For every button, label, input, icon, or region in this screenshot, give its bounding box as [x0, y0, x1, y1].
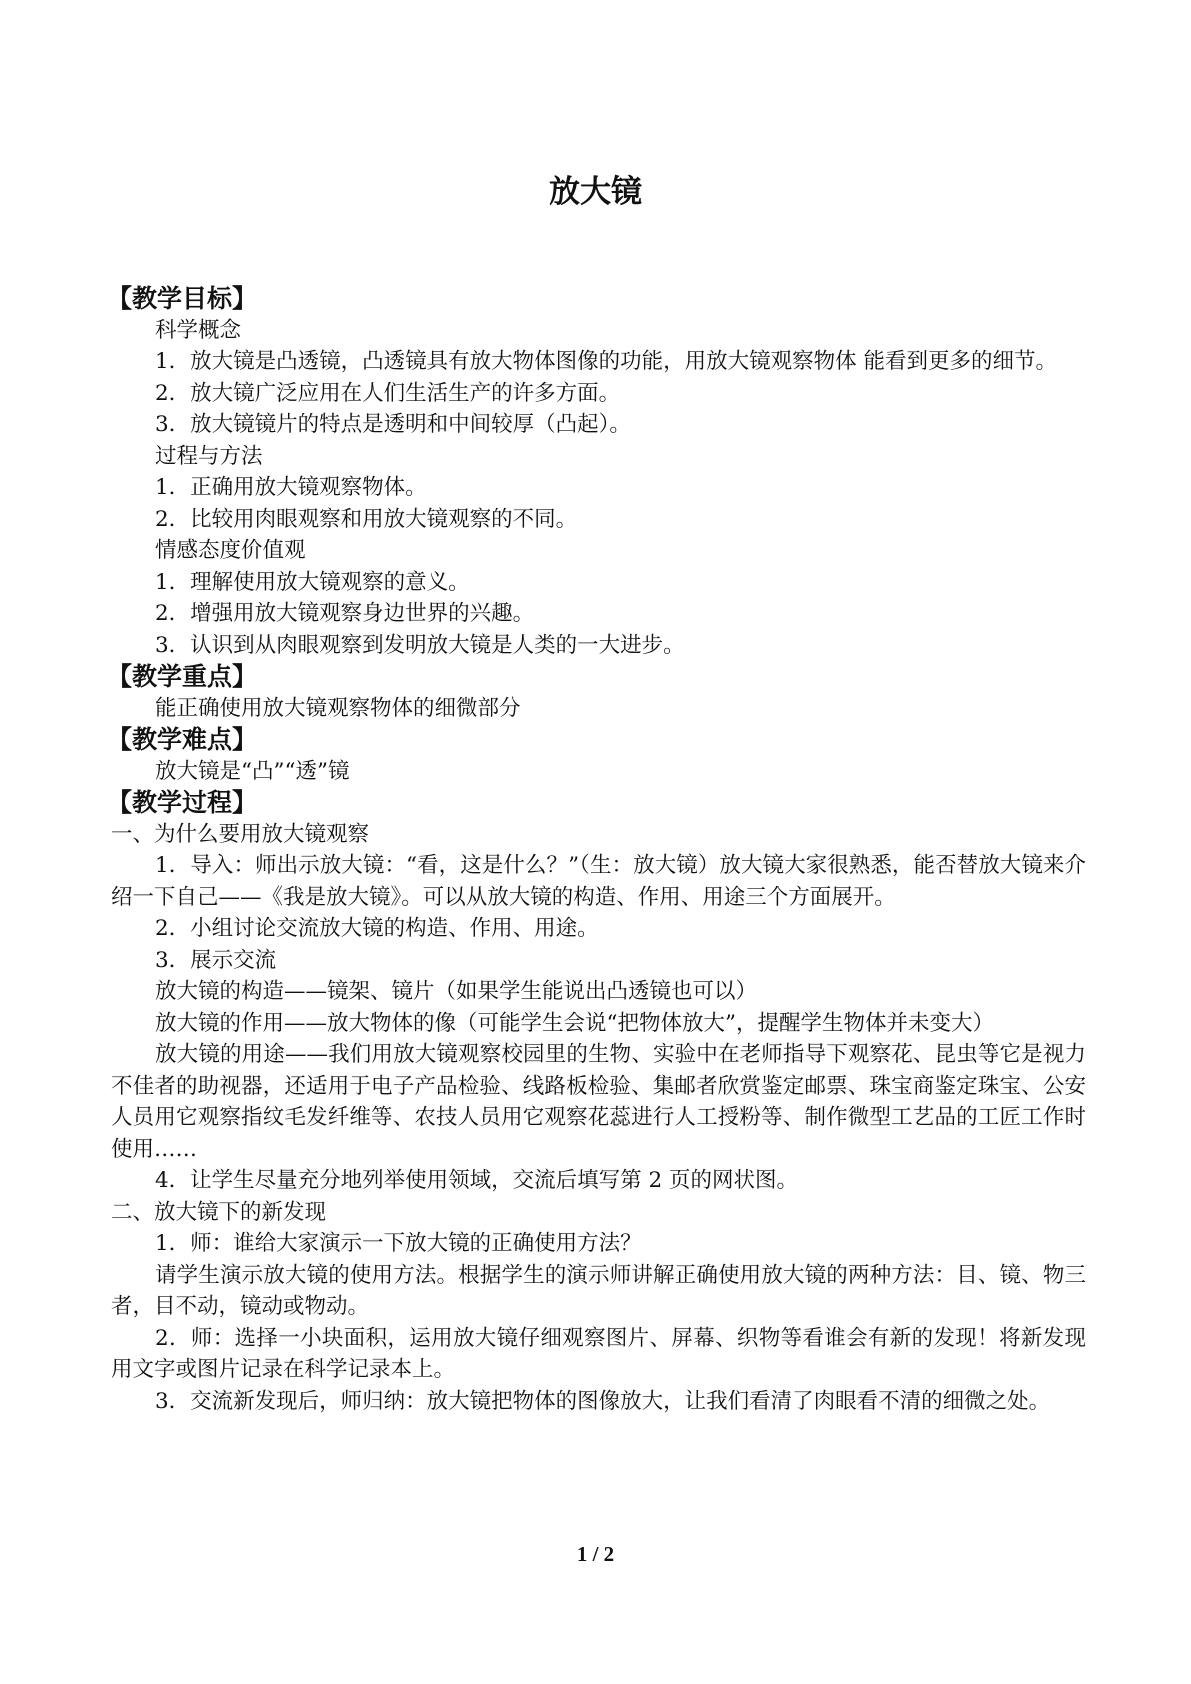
- section-1-paragraph: 放大镜的作用——放大物体的像（可能学生会说“把物体放大”，提醒学生物体并未变大）: [155, 1010, 994, 1036]
- process-item-2: 2．比较用肉眼观察和用放大镜观察的不同。: [155, 506, 578, 532]
- key-point-text: 能正确使用放大镜观察物体的细微部分: [155, 695, 521, 721]
- label-attitude-values: 情感态度价值观: [155, 538, 306, 563]
- page-number: 1 / 2: [576, 1542, 615, 1566]
- label-process-method: 过程与方法: [155, 443, 263, 469]
- label-science-concept: 科学概念: [155, 317, 242, 343]
- attitude-item-1: 1．理解使用放大镜观察的意义。: [155, 569, 470, 595]
- attitude-item-2: 2．增强用放大镜观察身边世界的兴趣。: [155, 601, 535, 626]
- section-2-paragraph: 请学生演示放大镜的使用方法。根据学生的演示师讲解正确使用放大镜的两种方法：目、镜、物三者，目不动，镜动或物动。: [111, 1262, 1086, 1319]
- section-2-paragraph: 3．交流新发现后，师归纳：放大镜把物体的图像放大，让我们看清了肉眼看不清的细微之处。: [155, 1388, 1051, 1414]
- section-1-paragraph: 2．小组讨论交流放大镜的构造、作用、用途。: [155, 916, 599, 941]
- section-1-paragraph: 放大镜的用途——我们用放大镜观察校园里的生物、实验中在老师指导下观察花、昆虫等它是视力不佳者的助视器，还适用于电子产品检验、线路板检验、集邮者欣赏鉴定邮票、珠宝商鉴定珠宝、公安人员用它观察指纹毛发纤维等、农技人员用它观察花蕊进行人工授粉等、制作微型工艺品的工匠工作时使用……: [111, 1042, 1086, 1162]
- section-1-paragraph: 4．让学生尽量充分地列举使用领域，交流后填写第 2 页的网状图。: [155, 1168, 799, 1193]
- section-2-title: 二、放大镜下的新发现: [111, 1199, 327, 1225]
- heading-teaching-goals: 【教学目标】: [107, 284, 258, 313]
- section-1-paragraph: 3．展示交流: [155, 947, 277, 973]
- document-title: 放大镜: [549, 174, 642, 210]
- section-2-paragraph: 1．师：谁给大家演示一下放大镜的正确使用方法？: [155, 1231, 642, 1256]
- concept-item-1: 1．放大镜是凸透镜，凸透镜具有放大物体图像的功能，用放大镜观察物体 能看到更多的细节。: [155, 349, 1058, 374]
- section-1-paragraph: 放大镜的构造——镜架、镜片（如果学生能说出凸透镜也可以）: [155, 979, 758, 1004]
- section-1-paragraph: 1．导入：师出示放大镜：“看，这是什么？”（生：放大镜）放大镜大家很熟悉，能否替放大镜来介绍一下自己——《我是放大镜》。可以从放大镜的构造、作用、用途三个方面展开。: [111, 853, 1086, 910]
- heading-difficulty: 【教学难点】: [107, 725, 258, 754]
- process-item-1: 1．正确用放大镜观察物体。: [155, 475, 427, 500]
- section-2-paragraph: 2．师：选择一小块面积，运用放大镜仔细观察图片、屏幕、织物等看谁会有新的发现！将新发现用文字或图片记录在科学记录本上。: [111, 1325, 1086, 1382]
- section-1-title: 一、为什么要用放大镜观察: [111, 821, 370, 847]
- heading-teaching-process: 【教学过程】: [107, 788, 258, 817]
- heading-key-point: 【教学重点】: [107, 662, 258, 691]
- difficulty-text: 放大镜是“凸”“透”镜: [155, 758, 350, 784]
- concept-item-2: 2．放大镜广泛应用在人们生活生产的许多方面。: [155, 380, 621, 406]
- document-body: [107, 283, 1086, 1417]
- concept-item-3: 3．放大镜镜片的特点是透明和中间较厚（凸起）。: [155, 412, 631, 437]
- attitude-item-3: 3．认识到从肉眼观察到发明放大镜是人类的一大进步。: [155, 632, 685, 658]
